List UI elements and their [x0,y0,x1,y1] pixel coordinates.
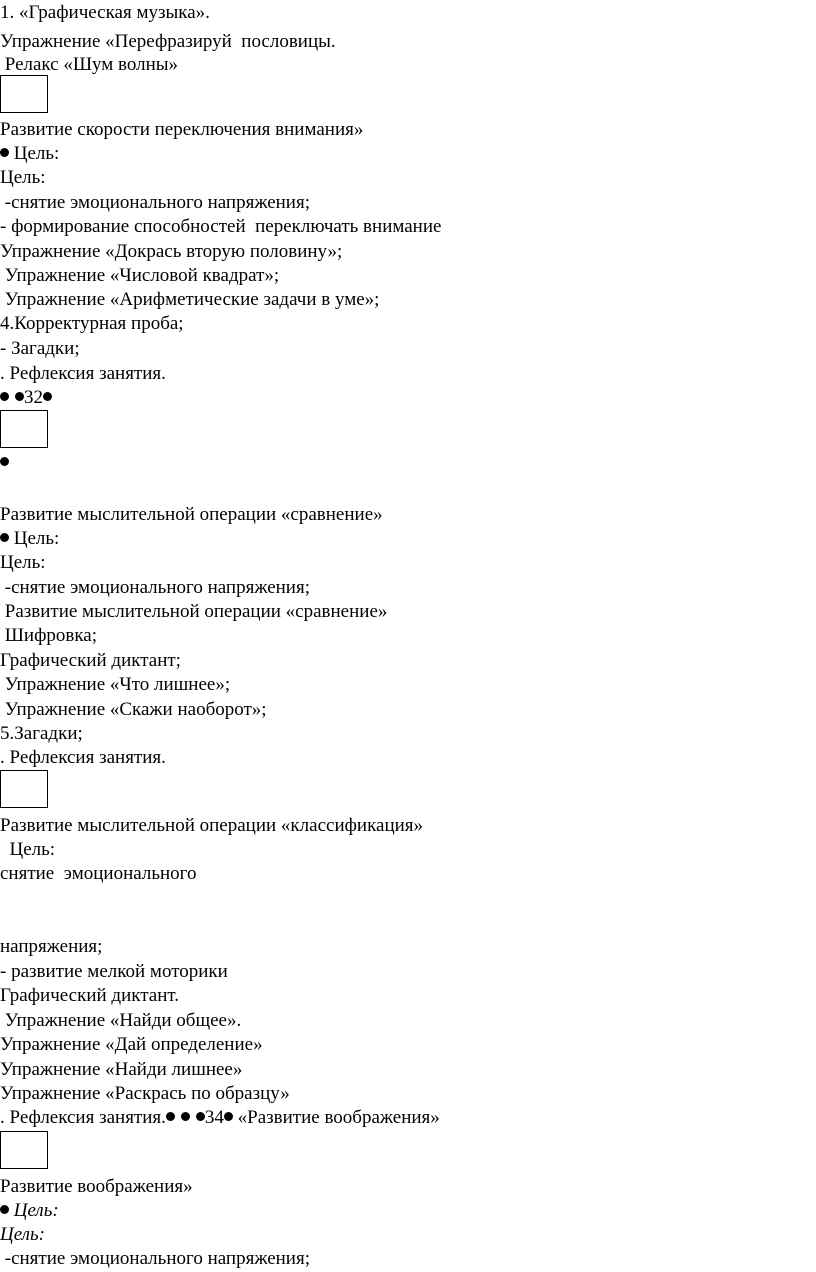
bullet-line [0,451,9,474]
bullet-line: Цель: [0,1199,59,1222]
section-heading: Развитие мыслительной операции «сравнение» [0,504,383,525]
text-line: - Загадки; [0,338,80,359]
text-line: Развитие мыслительной операции «сравнение» [0,601,388,622]
text-line: Упражнение «Скажи наоборот»; [0,699,267,720]
text-line: Цель: [0,167,46,188]
bullet-icon [0,533,9,542]
text-line: Шифровка; [0,625,98,646]
image-placeholder-box [0,75,48,113]
text-line: Упражнение «Найди общее». [0,1010,242,1031]
text-line: - формирование способностей переключать внимание [0,216,442,237]
text-line: -снятие эмоционального напряжения; [0,1248,310,1269]
text-line: . Рефлексия занятия. [0,363,166,384]
text-line: -снятие эмоционального напряжения; [0,192,310,213]
page-number: 32 [24,387,43,408]
text-line: Упражнение «Раскрась по образцу» [0,1083,290,1104]
text-line: снятие эмоционального [0,863,197,884]
text-line: Цель: [0,839,56,860]
bullet-icon [166,1112,175,1121]
bullet-icon [224,1112,233,1121]
bullet-icon [43,392,52,401]
bullet-icon [196,1112,205,1121]
text-line: 5.Загадки; [0,723,83,744]
text-line: . Рефлексия занятия. [0,747,166,768]
text-line: напряжения; [0,936,103,957]
text-line: Упражнение «Арифметические задачи в уме»; [0,289,380,310]
image-placeholder-box [0,410,48,448]
bullet-icon [15,392,24,401]
bullet-line: Цель: [0,142,59,165]
image-placeholder-box [0,770,48,808]
text-line: 1. «Графическая музыка». [0,2,210,23]
page-number: 34 [204,1107,224,1128]
bullet-icon [0,457,9,466]
text-line: Упражнение «Что лишнее»; [0,674,231,695]
bullet-icon [0,392,9,401]
bullet-line [0,386,52,409]
bullet-icon [0,1205,9,1214]
text-line: Упражнение «Докрась вторую половину»; [0,241,343,262]
text-line: Упражнение «Дай определение» [0,1034,263,1055]
section-heading: Развитие скорости переключения внимания» [0,119,364,140]
text-line: Цель: [0,1224,45,1245]
text-line: 4.Корректурная проба; [0,313,184,334]
section-heading: Развитие воображения» [0,1176,193,1197]
text-line: Графический диктант; [0,650,181,671]
text-line: Упражнение «Найди лишнее» [0,1059,243,1080]
text-line: Упражнение «Перефразируй пословицы. [0,31,336,52]
text-line: Цель: [0,552,46,573]
text-line: Графический диктант. [0,985,179,1006]
bullet-line: Цель: [0,527,59,550]
section-heading: Развитие мыслительной операции «классификация» [0,815,424,836]
text-line: - развитие мелкой моторики [0,961,228,982]
text-line: Упражнение «Числовой квадрат»; [0,265,280,286]
bullet-icon [0,148,9,157]
text-line: . Рефлексия занятия. 34 «Развитие воображения» [0,1107,440,1128]
text-line: Релакс «Шум волны» [0,54,179,75]
bullet-icon [181,1112,190,1121]
text-line: -снятие эмоционального напряжения; [0,577,310,598]
image-placeholder-box [0,1131,48,1169]
